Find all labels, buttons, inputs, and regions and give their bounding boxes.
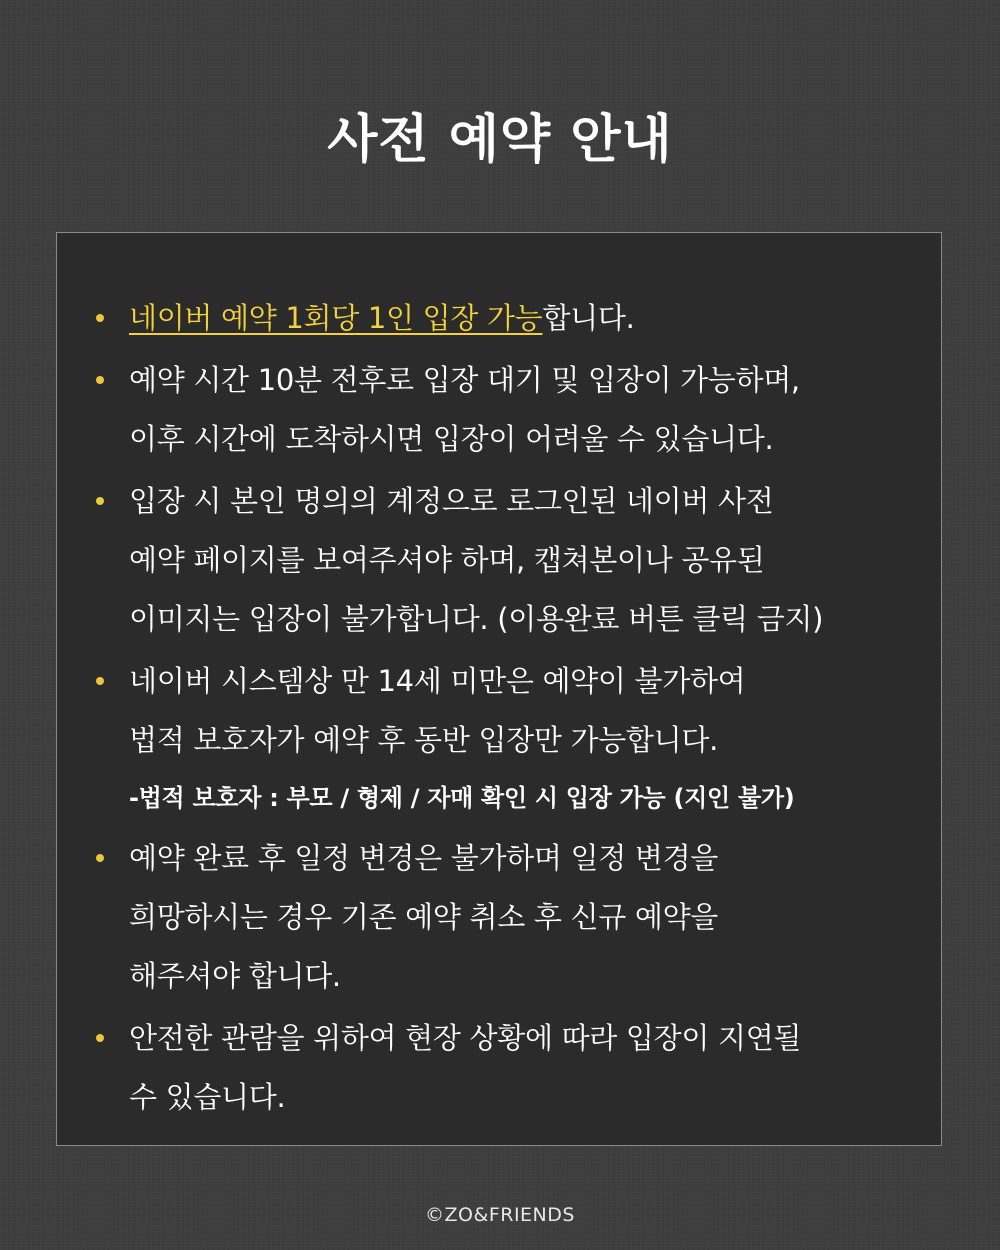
bullet-icon xyxy=(96,1034,104,1042)
bullet-icon xyxy=(96,314,104,322)
notice-line: 입장 시 본인 명의의 계정으로 로그인된 네이버 사전 xyxy=(129,484,774,518)
notice-line: 해주셔야 합니다. xyxy=(129,959,341,993)
page-title: 사전 예약 안내 xyxy=(327,110,673,170)
highlight-text: 네이버 예약 1회당 1인 입장 가능 xyxy=(129,301,543,335)
notice-item xyxy=(129,351,929,469)
notice-line: 네이버 시스템상 만 14세 미만은 예약이 불가하여 xyxy=(129,664,746,698)
notice-item xyxy=(129,652,929,826)
notice-line: 예약 페이지를 보여주셔야 하며, 캡쳐본이나 공유된 xyxy=(129,543,765,577)
notice-line: 예약 완료 후 일정 변경은 불가하며 일정 변경을 xyxy=(129,841,718,875)
notice-item xyxy=(129,472,929,649)
notice-text: 합니다. xyxy=(542,301,635,335)
bullet-icon xyxy=(96,854,104,862)
notice-box xyxy=(56,232,942,1146)
footer-copyright: ©ZO&FRIENDS xyxy=(425,1204,575,1226)
notice-line: 수 있습니다. xyxy=(129,1080,286,1114)
bullet-icon xyxy=(96,677,104,685)
notice-item xyxy=(129,1009,929,1127)
notice-line xyxy=(129,289,929,348)
notice-line: 안전한 관람을 위하여 현장 상황에 따라 입장이 지연될 xyxy=(129,1021,802,1055)
bullet-icon xyxy=(96,376,104,384)
sub-note: -법적 보호자 : 부모 / 형제 / 자매 확인 시 입장 가능 (지인 불가) xyxy=(129,784,795,812)
notice-line: 희망하시는 경우 기존 예약 취소 후 신규 예약을 xyxy=(129,900,718,934)
notice-line: 이미지는 입장이 불가합니다. (이용완료 버튼 클릭 금지) xyxy=(129,602,824,636)
notice-list xyxy=(129,289,929,1127)
notice-item xyxy=(129,289,929,348)
notice-line: 법적 보호자가 예약 후 동반 입장만 가능합니다. xyxy=(129,723,718,757)
notice-line: 이후 시간에 도착하시면 입장이 어려울 수 있습니다. xyxy=(129,422,774,456)
bullet-icon xyxy=(96,497,104,505)
notice-item xyxy=(129,829,929,1006)
notice-line: 예약 시간 10분 전후로 입장 대기 및 입장이 가능하며, xyxy=(129,363,800,397)
